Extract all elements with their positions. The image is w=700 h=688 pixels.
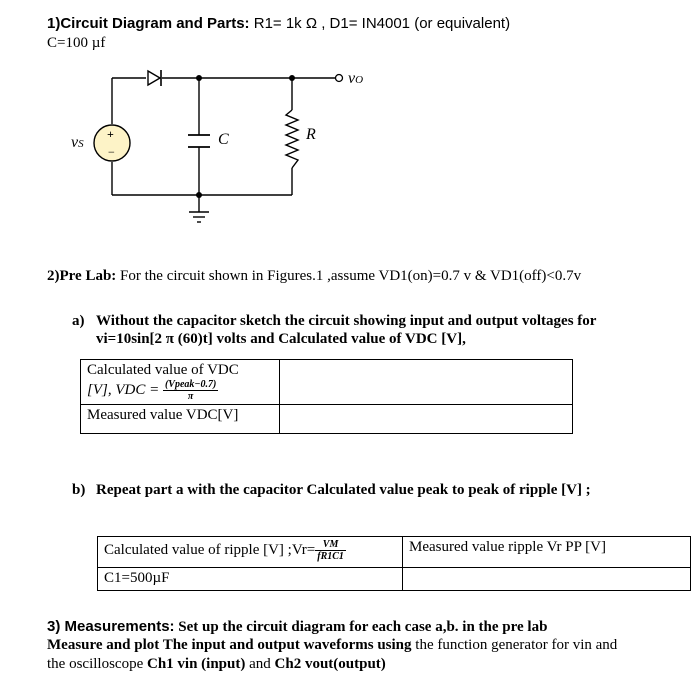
table-row <box>81 405 573 434</box>
parts-text: R1= 1k Ω , D1= IN4001 (or equivalent) <box>249 15 511 32</box>
source-minus-sign: − <box>108 145 115 159</box>
measured-vdc-cell: Measured value VDC[V] <box>81 405 280 434</box>
table-ripple <box>97 536 691 591</box>
table-row <box>81 360 573 405</box>
part-b-label: b) <box>72 482 86 498</box>
ground-symbol <box>189 212 209 222</box>
measurements-line2: Measure and plot The input and output waveforms using the function generator for vin and <box>47 637 618 653</box>
output-label: vO <box>348 70 364 87</box>
capacitor-c1-value-cell[interactable] <box>403 568 691 591</box>
output-terminal <box>336 75 343 82</box>
calc-vdc-line2: [V], VDC = $\frac{\text{(Vpeak−0.7)}}{\pi}$ <box>87 379 217 402</box>
diode-symbol <box>148 70 161 86</box>
capacitor-c1-cell: C1=500µF <box>98 568 403 591</box>
measurements-heading: 3) Measurements: <box>47 618 175 635</box>
table-vdc <box>80 359 573 434</box>
part-a-line1: Without the capacitor sketch the circuit showing input and output voltages for <box>96 313 597 329</box>
junction-dots <box>196 75 295 198</box>
vdc-formula: $\frac{\text{(Vpeak−0.7)}}{\pi}$ <box>164 379 217 402</box>
circuit-diagram <box>0 0 700 240</box>
ripple-formula: $\frac{VM}{fR1C1}$ <box>317 539 344 562</box>
calc-ripple-cell: Calculated value of ripple [V] ;Vr= $\frac{VM}{fR1C1}$ <box>98 537 403 568</box>
prelab-heading: 2)Pre Lab: <box>47 268 117 284</box>
prelab-line <box>47 268 581 285</box>
capacitor-symbol <box>188 135 210 147</box>
table-row <box>98 568 691 591</box>
capacitor-spec: C=100 µf <box>47 35 106 51</box>
capacitor-label: C <box>218 131 229 148</box>
calc-vdc-value-cell[interactable] <box>280 360 573 405</box>
table-row <box>98 537 691 568</box>
measured-ripple-cell: Measured value ripple Vr PP [V] <box>403 537 691 568</box>
part-a-line2: vi=10sin[2 π (60)t] volts and Calculated value of VDC [V], <box>96 331 466 347</box>
part-a-label: a) <box>72 313 85 329</box>
source-plus-sign: + <box>107 127 114 141</box>
source-label: vS <box>71 134 84 151</box>
resistor-label: R <box>306 126 316 143</box>
calc-vdc-line1: Calculated value of VDC <box>87 362 239 378</box>
prelab-intro: For the circuit shown in Figures.1 ,assume VD1(on)=0.7 v & VD1(off)<0.7v <box>116 268 582 284</box>
section1-heading: 1)Circuit Diagram and Parts: <box>47 15 250 32</box>
measurements-line1: 3) Measurements: Set up the circuit diagram for each case a,b. in the pre lab <box>47 618 548 635</box>
resistor-symbol <box>286 110 298 168</box>
part-b-text: Repeat part a with the capacitor Calculated value peak to peak of ripple [V] ; <box>96 482 591 498</box>
calc-vdc-cell <box>81 360 280 405</box>
measurements-line3: the oscilloscope Ch1 vin (input) and Ch2 vout(output) <box>47 656 386 672</box>
measured-vdc-value-cell[interactable] <box>280 405 573 434</box>
